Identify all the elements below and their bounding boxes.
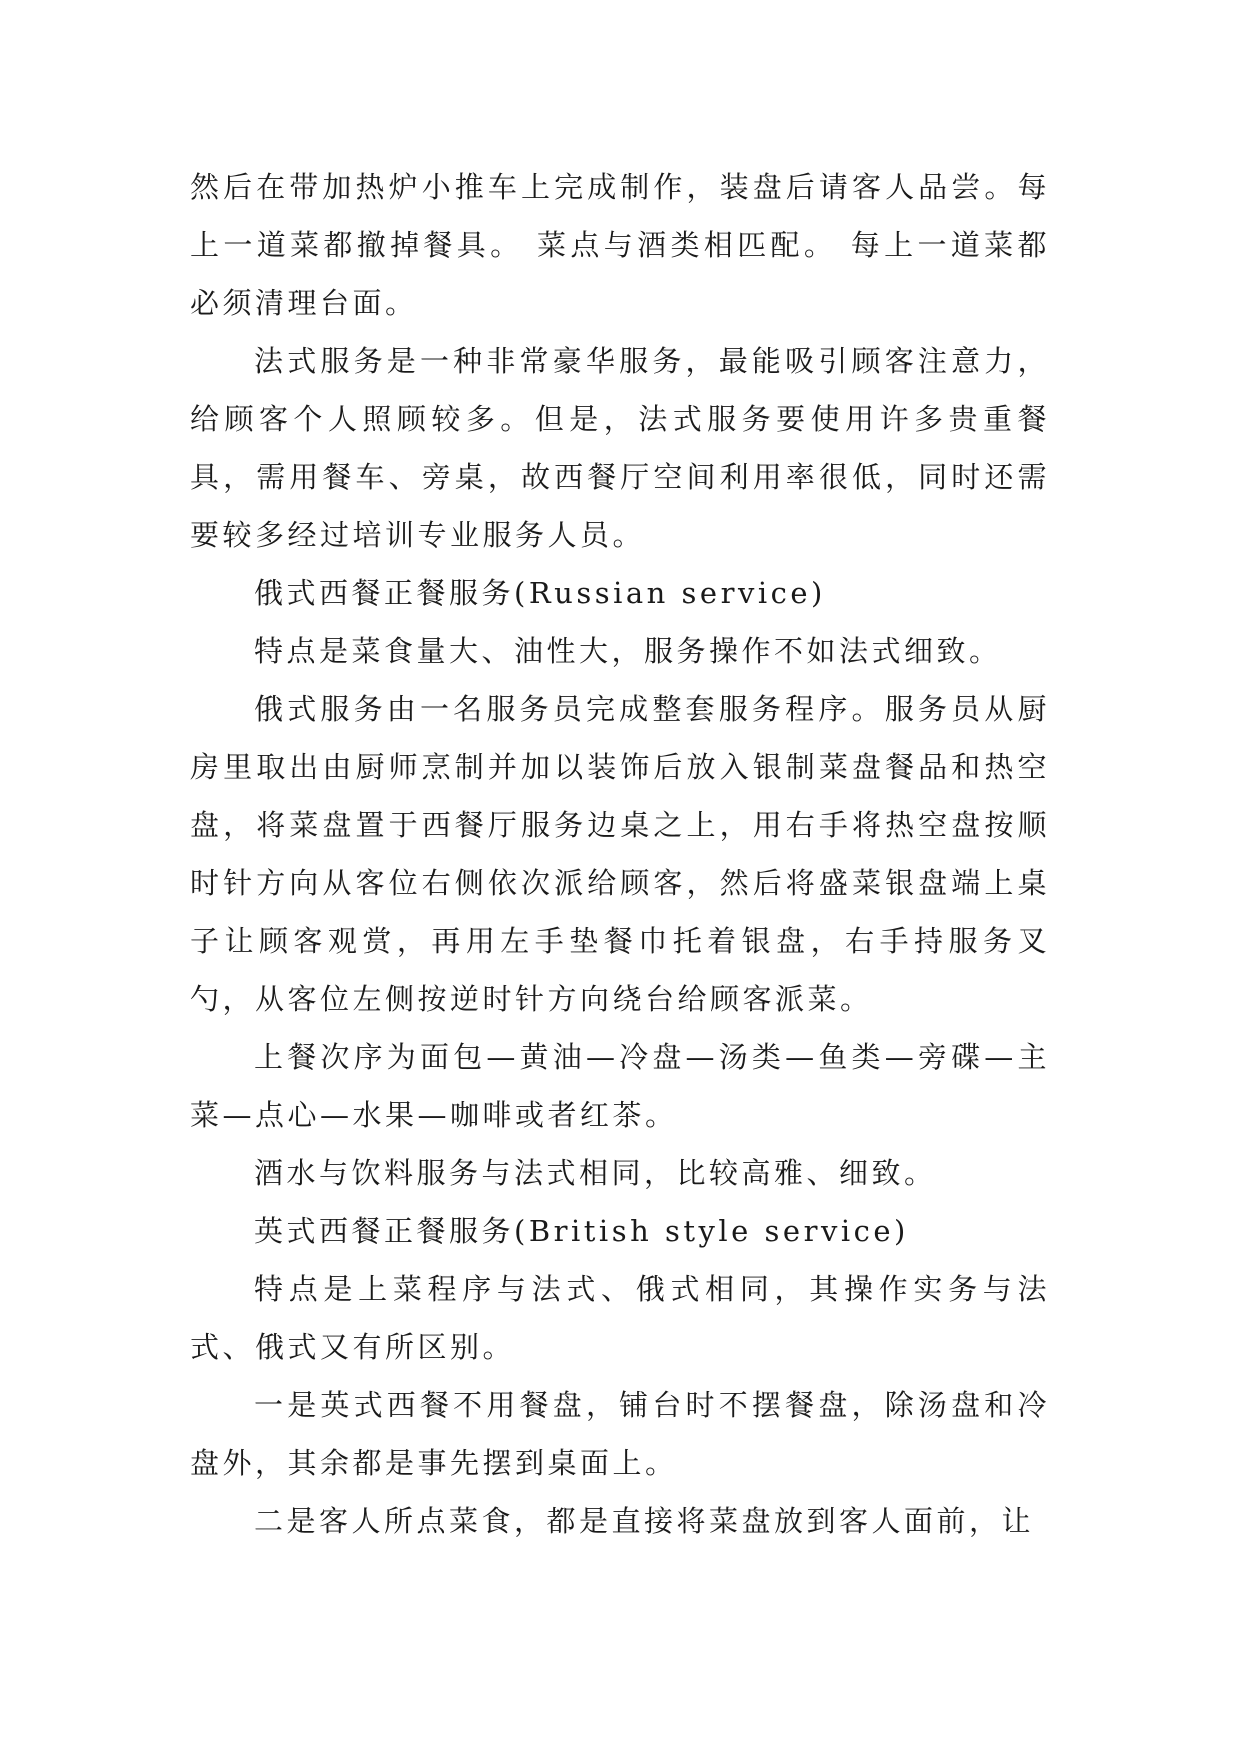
paragraph-3: 特点是菜食量大、油性大，服务操作不如法式细致。: [254, 634, 1002, 668]
paragraph-7: 特点是上菜程序与法式、俄式相同，其操作实务与法式、俄式又有所区别。: [190, 1272, 1050, 1364]
paragraph-4: 俄式服务由一名服务员完成整套服务程序。服务员从厨房里取出由厨师烹制并加以装饰后放入银制菜盘餐品和热空盘，将菜盘置于西餐厅服务边桌之上，用右手将热空盘按顺时针方向从客位右侧依次派给顾客，然后将盛菜银盘端上桌子让顾客观赏，再用左手垫餐巾托着银盘，右手持服务叉勺，从客位左侧按逆时针方向绕台给顾客派菜。: [190, 692, 1050, 1016]
section-heading-russian: 俄式西餐正餐服务(Russian service): [254, 576, 826, 610]
paragraph-6: 酒水与饮料服务与法式相同，比较高雅、细致。: [254, 1156, 937, 1190]
paragraph-8: 一是英式西餐不用餐盘，铺台时不摆餐盘，除汤盘和冷盘外，其余都是事先摆到桌面上。: [190, 1388, 1050, 1480]
paragraph-9: 二是客人所点菜食，都是直接将菜盘放到客人面前，让: [254, 1504, 1035, 1538]
paragraph-5: 上餐次序为面包—黄油—冷盘—汤类—鱼类—旁碟—主菜—点心—水果—咖啡或者红茶。: [190, 1040, 1050, 1132]
section-heading-british: 英式西餐正餐服务(British style service): [254, 1214, 909, 1248]
document-page: [190, 158, 1050, 1550]
paragraph-2: 法式服务是一种非常豪华服务，最能吸引顾客注意力，给顾客个人照顾较多。但是，法式服务要使用许多贵重餐具，需用餐车、旁桌，故西餐厅空间利用率很低，同时还需要较多经过培训专业服务人员。: [190, 344, 1050, 552]
paragraph-1: 然后在带加热炉小推车上完成制作，装盘后请客人品尝。每上一道菜都撤掉餐具。 菜点与酒类相匹配。 每上一道菜都必须清理台面。: [190, 170, 1050, 320]
